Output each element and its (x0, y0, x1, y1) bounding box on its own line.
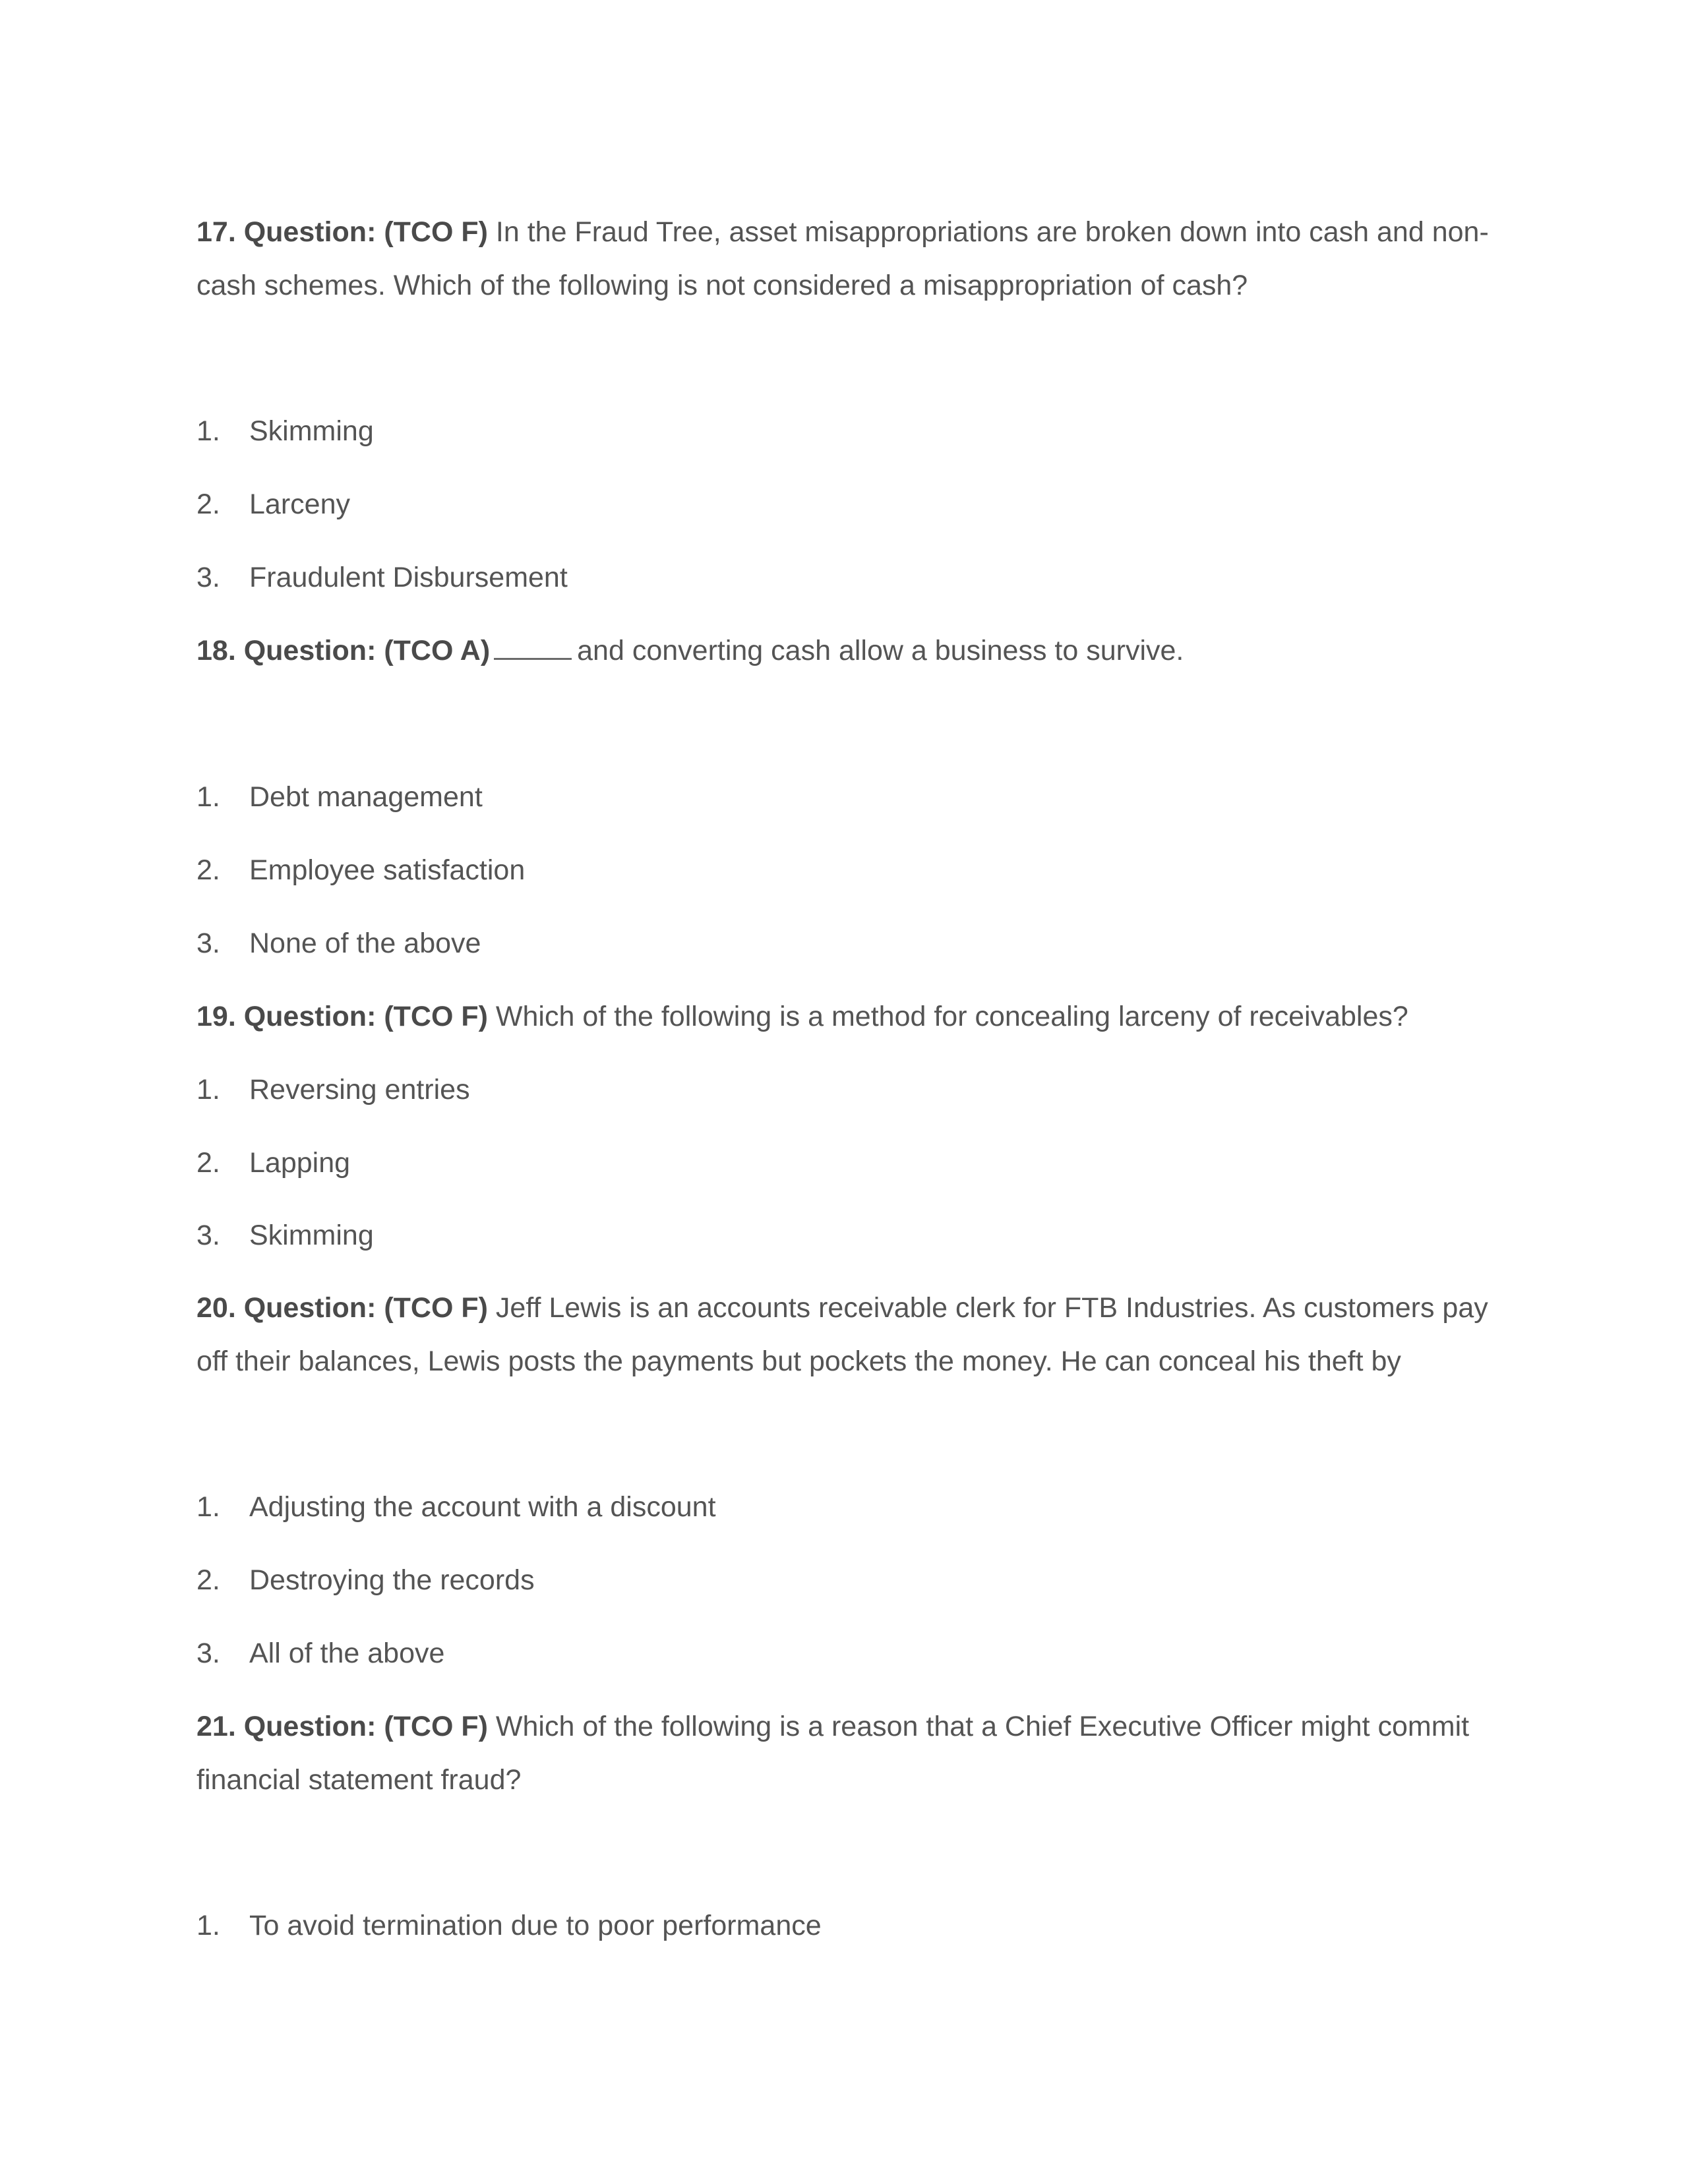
question-21-line-2: financial statement fraud? (196, 1764, 522, 1796)
option-label: Destroying the records (249, 1564, 535, 1596)
question-17-option-1 (196, 413, 374, 449)
option-number: 3. (196, 1638, 220, 1669)
question-19-option-3 (196, 1218, 374, 1253)
question-17-option-2 (196, 487, 350, 522)
question-17-line-1 (196, 214, 1489, 250)
option-number: 1. (196, 1910, 220, 1941)
question-17-option-3 (196, 560, 568, 595)
question-20-text: Jeff Lewis is an accounts receivable clerk for FTB Industries. As customers pay (487, 1292, 1488, 1324)
option-number: 2. (196, 1147, 220, 1179)
question-17-heading: 17. Question: (TCO F) (196, 216, 488, 248)
option-label: Debt management (249, 781, 483, 813)
question-20-option-1 (196, 1489, 716, 1525)
question-21-heading: 21. Question: (TCO F) (196, 1711, 488, 1742)
option-number: 1. (196, 781, 220, 813)
option-number: 2. (196, 488, 220, 520)
option-label: Larceny (249, 488, 350, 520)
option-label: To avoid termination due to poor performance (249, 1910, 822, 1941)
question-20-heading: 20. Question: (TCO F) (196, 1292, 488, 1324)
question-18-option-1 (196, 779, 483, 815)
option-label: All of the above (249, 1638, 445, 1669)
option-label: None of the above (249, 928, 481, 959)
option-label: Lapping (249, 1147, 351, 1179)
option-label: Skimming (249, 1220, 374, 1251)
option-number: 1. (196, 415, 220, 447)
question-17-line-2: cash schemes. Which of the following is not considered a misappropriation of cash? (196, 270, 1248, 301)
question-20-line-2: off their balances, Lewis posts the payments but pockets the money. He can conceal his theft by (196, 1345, 1401, 1377)
option-label: Reversing entries (249, 1074, 470, 1106)
option-number: 3. (196, 562, 220, 593)
option-label: Fraudulent Disbursement (249, 562, 568, 593)
fill-in-blank (494, 638, 572, 660)
option-number: 1. (196, 1491, 220, 1523)
question-21-line-1 (196, 1709, 1469, 1744)
question-19-heading: 19. Question: (TCO F) (196, 1001, 488, 1032)
question-21-option-1 (196, 1908, 822, 1943)
option-number: 1. (196, 1074, 220, 1106)
question-18-text: and converting cash allow a business to survive. (577, 635, 1184, 666)
question-18-option-2 (196, 852, 525, 888)
question-19-text: Which of the following is a method for concealing larceny of receivables? (487, 1001, 1408, 1032)
option-label: Skimming (249, 415, 374, 447)
option-number: 3. (196, 1220, 220, 1251)
question-18-heading: 18. Question: (TCO A) (196, 635, 491, 666)
question-20-option-2 (196, 1562, 535, 1598)
question-19-option-2 (196, 1145, 350, 1181)
option-number: 2. (196, 1564, 220, 1596)
question-17-text: In the Fraud Tree, asset misappropriations are broken down into cash and non- (487, 216, 1489, 248)
option-number: 3. (196, 928, 220, 959)
question-19-option-1 (196, 1072, 470, 1107)
option-label: Adjusting the account with a discount (249, 1491, 716, 1523)
question-19-line-1 (196, 999, 1408, 1034)
option-label: Employee satisfaction (249, 854, 526, 886)
question-20-option-3 (196, 1636, 444, 1671)
question-21-text: Which of the following is a reason that a Chief Executive Officer might commit (487, 1711, 1470, 1742)
question-20-line-1 (196, 1290, 1488, 1326)
question-18-option-3 (196, 926, 481, 961)
option-number: 2. (196, 854, 220, 886)
question-18-line-1 (196, 633, 1184, 668)
